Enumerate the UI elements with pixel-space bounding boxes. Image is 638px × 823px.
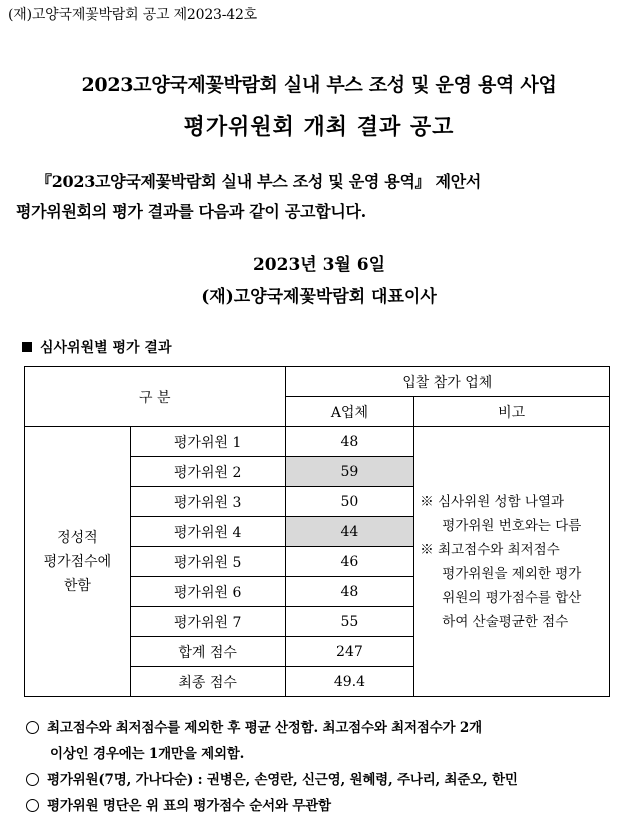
note-text: 평가위원(7명, 가나다순) : 권병은, 손영란, 신근영, 원혜령, 주나리, 최준오, 한민 [47, 772, 518, 788]
circle-bullet-icon [26, 773, 39, 786]
group-label-line: 정성적 [57, 529, 98, 546]
intro-paragraph [16, 167, 628, 227]
row-score: 50 [285, 487, 414, 517]
intro-line-1: 『2023고양국제꽃박람회 실내 부스 조성 및 운영 용역』 제안서 [36, 172, 482, 191]
row-label: 합계 점수 [130, 637, 285, 667]
organization-signature: (재)고양국제꽃박람회 대표이사 [201, 287, 437, 307]
notes-list [26, 715, 626, 819]
remarks-cell [414, 427, 610, 697]
remark-line: 위원의 평가점수를 합산 [442, 589, 582, 606]
row-score: 49.4 [285, 667, 414, 697]
note-text: 평가위원 명단은 위 표의 평가점수 순서와 무관함 [47, 798, 331, 814]
row-label: 평가위원 6 [130, 577, 285, 607]
section-title: 심사위원별 평가 결과 [40, 340, 172, 356]
row-score: 247 [285, 637, 414, 667]
header-participants: 입찰 참가 업체 [285, 367, 610, 397]
circle-bullet-icon [26, 799, 39, 812]
row-label: 평가위원 2 [130, 457, 285, 487]
intro-line-2: 평가위원회의 평가 결과를 다음과 같이 공고합니다. [16, 202, 366, 221]
note-item [26, 767, 626, 793]
note-text: 최고점수와 최저점수를 제외한 후 평균 산정함. 최고점수와 최저점수가 2개 [47, 720, 482, 736]
row-label: 평가위원 1 [130, 427, 285, 457]
group-label [25, 427, 131, 697]
header-category: 구 분 [25, 367, 286, 427]
note-text-continued: 이상인 경우에는 1개만을 제외함. [50, 746, 245, 762]
note-item [26, 793, 626, 819]
square-bullet-icon [22, 342, 32, 352]
notice-number: (재)고양국제꽃박람회 공고 제2023-42호 [8, 7, 258, 23]
header-company: A업체 [285, 397, 414, 427]
remark-line: ※ 최고점수와 최저점수 [420, 541, 560, 558]
row-label: 평가위원 5 [130, 547, 285, 577]
title-line-1: 2023고양국제꽃박람회 실내 부스 조성 및 운영 용역 사업 [81, 74, 557, 96]
remark-item [420, 538, 609, 634]
row-score: 48 [285, 427, 414, 457]
group-label-line: 한함 [63, 577, 91, 594]
notice-date: 2023년 3월 6일 [252, 255, 386, 275]
header-remarks: 비고 [414, 397, 610, 427]
row-label: 평가위원 7 [130, 607, 285, 637]
row-label: 평가위원 3 [130, 487, 285, 517]
row-score: 48 [285, 577, 414, 607]
remark-line: 평가위원을 제외한 평가 [442, 565, 582, 582]
remark-item [420, 490, 609, 538]
row-score: 55 [285, 607, 414, 637]
row-score: 46 [285, 547, 414, 577]
title-line-2: 평가위원회 개최 결과 공고 [183, 114, 455, 140]
row-label: 평가위원 4 [130, 517, 285, 547]
note-item [26, 715, 626, 767]
section-heading [22, 337, 171, 357]
circle-bullet-icon [26, 721, 39, 734]
row-score: 59 [285, 457, 414, 487]
evaluation-table [24, 366, 610, 697]
remark-line: ※ 심사위원 성함 나열과 [420, 493, 565, 510]
remark-line: 평가위원 번호와는 다름 [442, 517, 582, 534]
remark-line: 하여 산술평균한 점수 [442, 613, 569, 630]
row-label: 최종 점수 [130, 667, 285, 697]
row-score: 44 [285, 517, 414, 547]
group-label-line: 평가점수에 [43, 553, 112, 570]
